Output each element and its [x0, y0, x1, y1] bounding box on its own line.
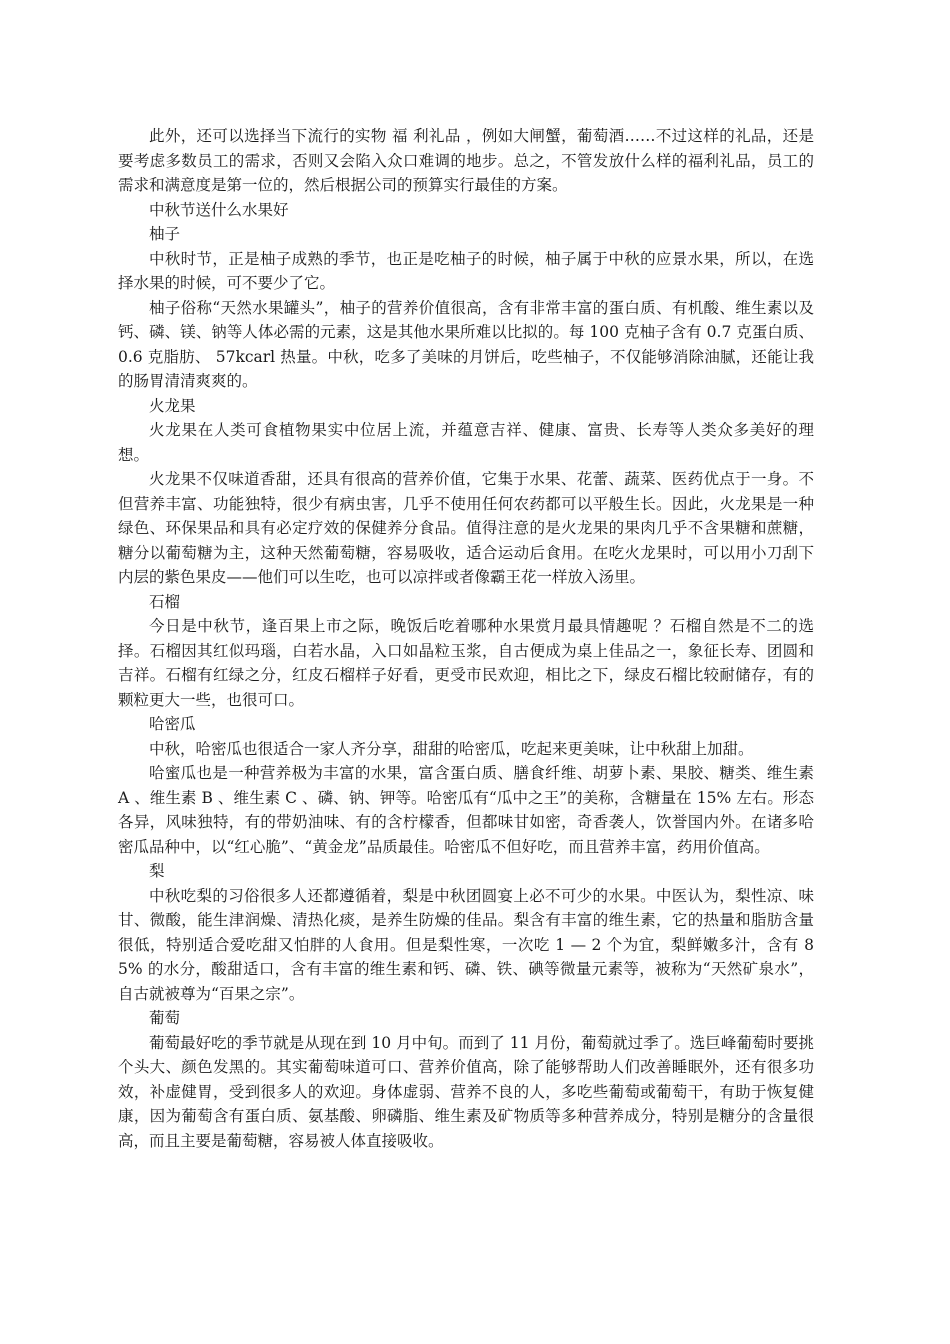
document-body: [118, 124, 814, 1153]
paragraph-pomegranate: 今日是中秋节，逢百果上市之际，晚饭后吃着哪种水果赏月最具情趣呢 ？石榴自然是不二的选择。石榴因其红似玛瑙，白若水晶，入口如晶粒玉浆，自古便成为桌上佳品之一，象征长寿、团圆和吉祥。石榴有红绿之分，红皮石榴样子好看，更受市民欢迎，相比之下，绿皮石榴比较耐储存，有的颗粒更大一些，也很可口。: [118, 617, 814, 709]
paragraph-grape: 葡萄最好吃的季节就是从现在到 10 月中旬。而到了 11 月份，葡萄就过季了。选巨峰葡萄时要挑个头大、颜色发黑的。其实葡萄味道可口、营养价值高，除了能够帮助人们改善睡眠外，还有很多功效，补虚健胃，受到很多人的欢迎。身体虚弱、营养不良的人，多吃些葡萄或葡萄干，有助于恢复健康，因为葡萄含有蛋白质、氨基酸、卵磷脂、维生素及矿物质等多种营养成分，特别是糖分的含量很高，而且主要是葡萄糖，容易被人体直接吸收。: [118, 1033, 814, 1150]
heading-pear: 梨: [149, 862, 165, 880]
heading-hami-melon: 哈密瓜: [149, 715, 196, 733]
paragraph-hami-melon-nutrition: 哈蜜瓜也是一种营养极为丰富的水果，富含蛋白质、膳食纤维、胡萝卜素、果胶、糖类、维生素 A 、维生素 B 、维生素 C 、磷、钠、钾等。哈密瓜有“瓜中之王”的美称，含糖量在 15% 左右。形态各异，风味独特，有的带奶油味、有的含柠檬香，但都味甘如密，奇香袭人，饮誉国内外。在诸多哈密瓜品种中，以“红心脆”、“黄金龙”品质最佳。哈密瓜不但好吃，而且营养丰富，药用价值高。: [118, 764, 814, 856]
paragraph-dragon-fruit-nutrition: 火龙果不仅味道香甜，还具有很高的营养价值，它集于水果、花蕾、蔬菜、医药优点于一身。不但营养丰富、功能独特，很少有病虫害，几乎不使用任何农药都可以平般生长。因此，火龙果是一种绿色、环保果品和具有必定疗效的保健养分食品。值得注意的是火龙果的果肉几乎不含果糖和蔗糖，糖分以葡萄糖为主，这种天然葡萄糖，容易吸收，适合运动后食用。在吃火龙果时，可以用小刀刮下内层的紫色果皮——他们可以生吃，也可以凉拌或者像霸王花一样放入汤里。: [118, 470, 814, 586]
paragraph-dragon-fruit-meaning: 火龙果在人类可食植物果实中位居上流，并蕴意吉祥、健康、富贵、长寿等人类众多美好的理想。: [118, 421, 814, 464]
heading-fruit-recommendation: 中秋节送什么水果好: [149, 200, 289, 219]
paragraph-hami-melon-sharing: 中秋，哈密瓜也很适合一家人齐分享，甜甜的哈密瓜，吃起来更美味，让中秋甜上加甜。: [149, 739, 754, 758]
paragraph-pomelo-season: 中秋时节，正是柚子成熟的季节，也正是吃柚子的时候，柚子属于中秋的应景水果，所以，在选择水果的时候，可不要少了它。: [118, 249, 814, 292]
heading-pomegranate: 石榴: [149, 592, 181, 611]
heading-pomelo: 柚子: [149, 225, 181, 243]
paragraph-pomelo-nutrition: 柚子俗称“天然水果罐头”，柚子的营养价值很高，含有非常丰富的蛋白质、有机酸、维生素以及钙、磷、镁、钠等人体必需的元素，这是其他水果所难以比拟的。每 100 克柚子含有 0.7 克蛋白质、 0.6 克脂肪、 57kcarl 热量。中秋，吃多了美味的月饼后，吃些柚子，不仅能够消除油腻，还能让我的肠胃清清爽爽的。: [118, 298, 814, 390]
heading-grape: 葡萄: [149, 1009, 181, 1027]
paragraph-pear: 中秋吃梨的习俗很多人还都遵循着，梨是中秋团圆宴上必不可少的水果。中医认为，梨性凉、味甘、微酸，能生津润燥、清热化痰，是养生防燥的佳品。梨含有丰富的维生素，它的热量和脂肪含量很低，特别适合爱吃甜又怕胖的人食用。但是梨性寒，一次吃 1 — 2 个为宜，梨鲜嫩多汁，含有 85% 的水分，酸甜适口，含有丰富的维生素和钙、磷、铁、碘等微量元素等，被称为“天然矿泉水”，自古就被尊为“百果之宗”。: [118, 886, 814, 1003]
heading-dragon-fruit: 火龙果: [149, 396, 196, 415]
paragraph-gift-options: 此外，还可以选择当下流行的实物 福 利礼品 ，例如大闸蟹，葡萄酒……不过这样的礼品，还是要考虑多数员工的需求，否则又会陷入众口难调的地步。总之，不管发放什么样的福利礼品，员工的需求和满意度是第一位的，然后根据公司的预算实行最佳的方案。: [118, 127, 814, 194]
